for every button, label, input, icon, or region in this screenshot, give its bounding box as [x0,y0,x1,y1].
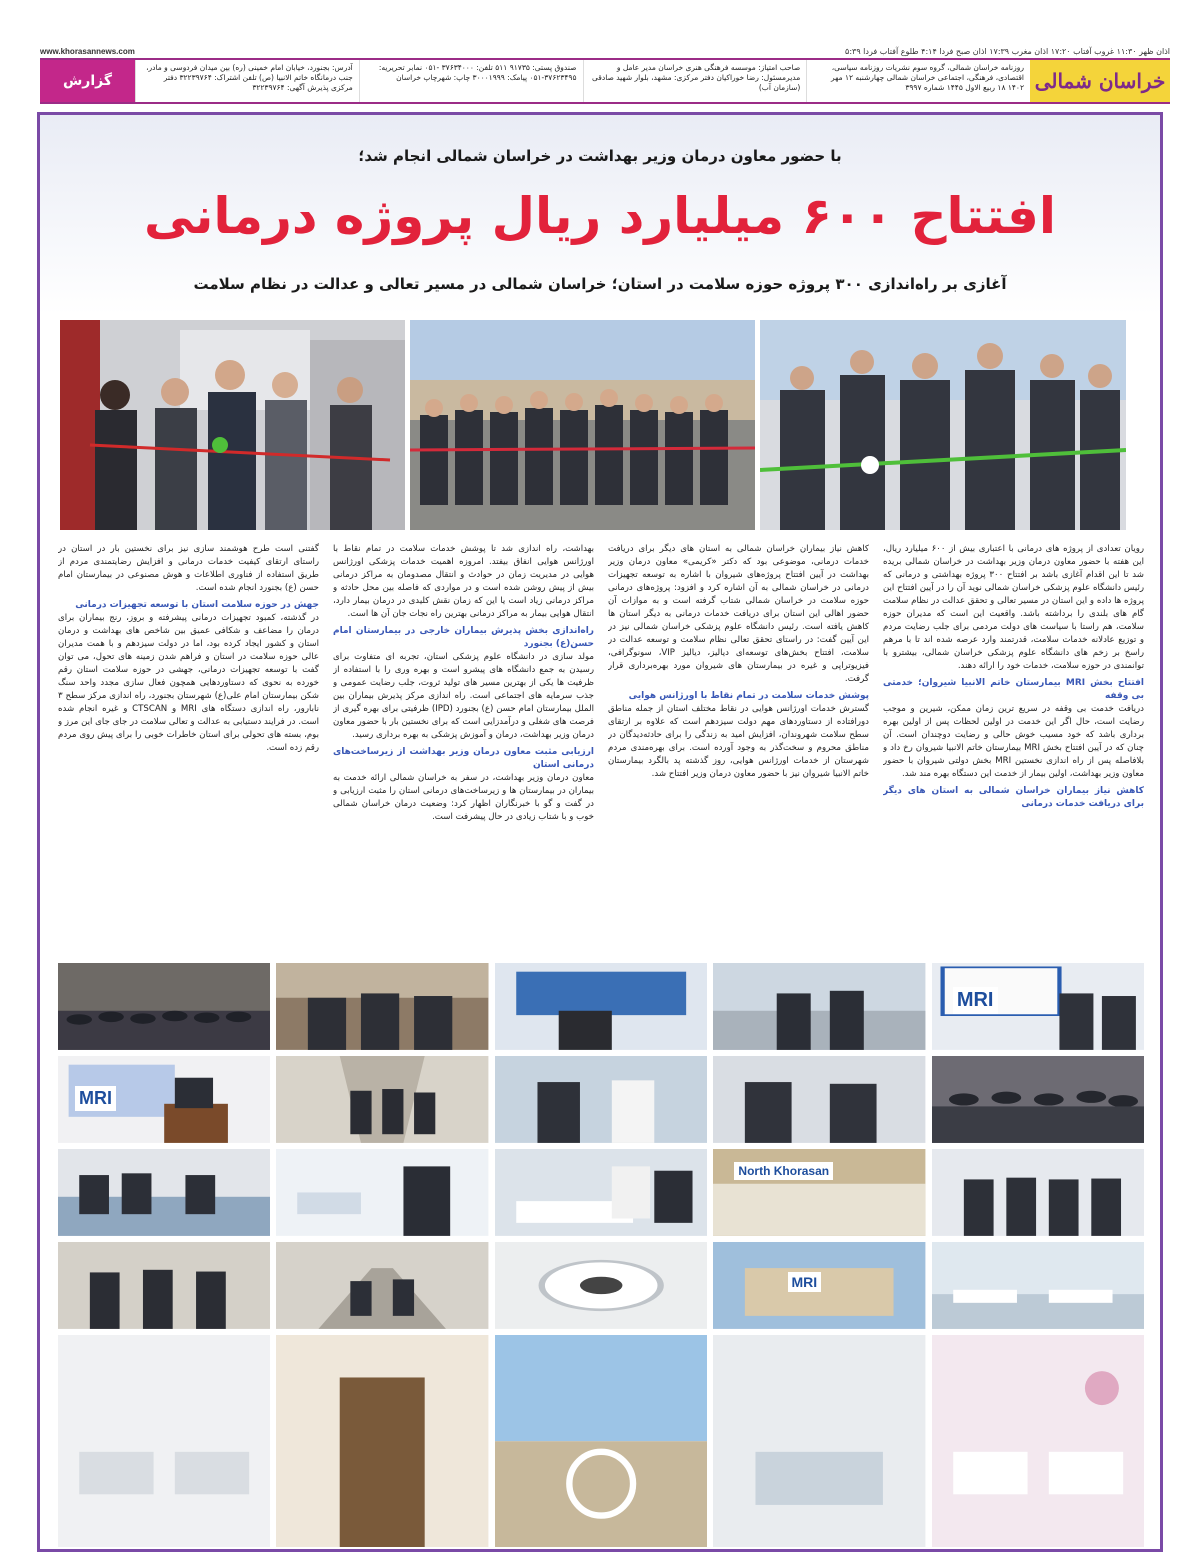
column-1-subheading-2: کاهش نیاز بیماران خراسان شمالی به استان های دیگر برای دریافت خدمات درمانی [883,786,1144,809]
column-2-paragraph-2: گسترش خدمات اورژانس هوایی در نقاط مختلف استان از جمله مناطق دورافتاده از دستاوردهای مهم دولت سیزدهم است که علاوه بر ارتقای سطح سلامت شهروندان، افزایش امید به زندگی را برای حادثه‌دیدگان در مناطق محروم و سخت‌گذر به وجود آورده است. برای بهره‌مندی مردم شهرستان از خدمات اورژانس هوایی، روز گذشته پد بالگرد بیمارستان خاتم الانبیا شیروان نیز با حضور معاون درمان وزیر افتتاح شد. [608,704,869,779]
prayer-times: اذان ظهر ۱۱:۳۰ غروب آفتاب ۱۷:۲۰ اذان مغرب ۱۷:۳۹ اذان صبح فردا ۴:۱۴ طلوع آفتاب فردا ۵:۳۹ [845,46,1170,56]
gallery-photo-helipad [495,1335,707,1547]
mri-sign-text: MRI [953,987,998,1014]
gallery-photo-doorway [276,1335,488,1547]
ribbon-cutting-photo-1 [60,320,405,530]
gallery-photo-dialysis [276,1149,488,1236]
column-4-subheading-1: جهش در حوزه سلامت استان با توسعه تجهیزات درمانی [75,600,319,610]
gallery-photo-doctors [495,1056,707,1143]
top-info-line [40,46,1170,56]
column-3-paragraph-3: معاون درمان وزیر بهداشت، در سفر به خراسان شمالی ارائه خدمت به بیماران در بیمارستان ها و زیرساخت‌های درمانی استان را مثبت ارزیابی و در گفت و گو با خبرنگاران اظهار کرد: وضعیت درمان خراسان شمالی خوب و با شتاب زیادی در حال پیشرفت است. [333,773,594,822]
mri-banner-text: MRI [75,1086,116,1111]
column-1-paragraph-2: دریافت خدمت بی وقفه در سریع ترین زمان ممکن، شیرین و موجب رضایت است، حال اگر این خدمت در اولین لحظات پس از اولین بهره برداری باشد که خود مسیب خوش حالی و رضایت دوچندان است. آن چنان که در آیین افتتاح بخش MRI بیمارستان خاتم الانبیا شیروان رخ داد و بلافاصله پس از راه اندازی نخستین MRI بخش دولتی شیروان با حضور معاون وزیر بهداشت، اولین بیمار از خدمت این دستگاه بهره مند شد. [883,704,1144,779]
gallery-photo-hallway [276,1242,488,1329]
column-4-paragraph-1: گفتنی است طرح هوشمند سازی نیز برای نخستین بار در استان در راستای ارتقای کیفیت خدمات درمانی و افزایش رضایتمندی مردم از طریق استفاده از فناوری اطلاعات و هوش مصنوعی در بیمارستان امام حسن (ع) بجنورد انجام شده است. [58,544,319,593]
ribbon-cutting-photo-3 [760,320,1126,530]
gallery-photo-mri-sign-1 [932,963,1144,1050]
column-1-subheading-1: افتتاح بخش MRI بیمارستان خاتم الانبیا شیروان؛ خدمتی بی وقفه [883,678,1144,701]
article-subtitle: آغازی بر راه‌اندازی ۳۰۰ پروژه حوزه سلامت در استان؛ خراسان شمالی در مسیر تعالی و عدالت در نظام سلامت [193,275,1007,293]
gallery-photo-conference-hall [58,963,270,1050]
article-column-1 [883,543,1144,983]
gallery-photo-ward-visit [713,963,925,1050]
gallery-photo-officials [276,963,488,1050]
gallery-photo-room-interior [713,1335,925,1547]
newspaper-logo[interactable]: خراسان شمالی [1030,60,1170,102]
gallery-photo-group-office [932,1149,1144,1236]
article-column-3 [333,543,594,983]
column-3-paragraph-2: مولد سازی در دانشگاه علوم پزشکی استان، تجربه ای متفاوت برای رسیدن به جمع دانشگاه های پیشرو است و بهره وری را با استفاده از ظرفیت ها یکی از بهترین مسیر های تولید ثروت، جلب رضایت عمومی و جذب سرمایه های اجتماعی است. راه اندازی مرکز پذیرش بیماران بین الملل بیمارستان امام حسن (ع) بجنورد (IPD) ظرفیتی برای بهره گیری از فرصت های شغلی و درآمدزایی است که برای نخستین بار با حضور معاون درمان وزیر بهداشت، درمان و آموزش پزشکی به بهره برداری رسید. [333,652,594,740]
section-label: گزارش [40,60,135,102]
column-3-paragraph-1: بهداشت، راه اندازی شد تا پوشش خدمات سلامت در تمام نقاط با اورژانس هوایی انفاق بیفتد. امروزه اهمیت خدمات پزشکی اورژانس هوایی در مدیریت زمان در حوادث و انتقال مصدومان به مراکز درمانی بیش از پیش روشن شده است و در مواردی که فاصله بین محل حادثه و مراکز درمانی زیاد است یا این که زمان نقش کلیدی در درمان بیمار دارد، انتقال هوایی بیمار به مراکز درمانی بهترین راه نجات جان آن ها است. [333,544,594,619]
ribbon-cutting-photo-2 [410,320,755,530]
gallery-photo-reception [58,1149,270,1236]
gallery-photo-speech [58,1056,270,1143]
article-headline: افتتاح ۶۰۰ میلیارد ریال پروژه درمانی [143,187,1057,245]
masthead-info-address: آدرس: بجنورد، خیابان امام خمینی (ره) بین میدان فردوسی و مادر، جنب درمانگاه خاتم الانبیا (ص) تلفن اشتراک: ۳۲۲۳۹۷۶۴ دفتر مرکزی پذیرش آگهی: ۳۲۲۳۹۷۶۴ [135,60,359,102]
website-url[interactable]: www.khorasannews.com [40,46,135,56]
gallery-photo-scanner [495,1242,707,1329]
gallery-photo-audience [932,1056,1144,1143]
photo-gallery [58,963,1144,1547]
gallery-photo-tour [58,1242,270,1329]
gallery-photo-corridor [276,1056,488,1143]
article-supertitle: با حضور معاون درمان وزیر بهداشت در خراسان شمالی انجام شد؛ [358,147,842,165]
column-3-subheading-2: ارزیابی مثبت معاون درمان وزیر بهداشت از زیرساخت‌های درمانی استان [333,747,594,770]
article-column-2 [608,543,869,983]
column-2-paragraph-1: کاهش نیاز بیماران خراسان شمالی به استان های دیگر برای دریافت خدمات درمانی، موضوعی بود که دکتر «کریمی» معاون درمان وزیر بهداشت در آیین افتتاح پروژه‌های شیروان با اشاره به توسعه تجهیزات درمانی در خراسان شمالی به آن اشاره کرد و افزود: پروژه‌های درمانی حوزه سلامت در خراسان شمالی شتاب گرفته است و به موازات آن حضور اهالی این استان برای دریافت خدمات درمانی به دیگر استان ها کاهش یافته است. رئیس دانشگاه علوم پزشکی خراسان شمالی نیز در این آیین گفت: در راستای تحقق تعالی نظام سلامت و توسعه عدالت در سلامت، افتتاح بخش‌های توسعه‌ای دیالیز، دیالیز VIP، سونوگرافی، فیزیوتراپی و غیره در بیمارستان های شیروان مورد بهره‌برداری قرار گرفت. [608,544,869,684]
gallery-photo-meeting [713,1056,925,1143]
masthead [40,58,1170,104]
gallery-photo-north-khorasan [713,1149,925,1236]
column-4-paragraph-2: در گذشته، کمبود تجهیزات درمانی پیشرفته و بروز، رنج بیماران برای درمان را مضاعف و شکافی عمیق بین شاخص های بهداشت و درمان استان و کشور ایجاد کرده بود، اما در دولت سیزدهم و با همت مدیران عالی حوزه سلامت در استان و فراهم شدن زمینه های تحول، می توان گفت با توسعه تجهیزات درمانی، جهشی در حوزه سلامت استان رقم خورده به نحوی که دستاوردهایی همچون فعال سازی مجدد واحد سنگ شکن بیمارستان امام علی(ع) شهرستان بجنورد، راه اندازی مرکز سطح ۳ نابارور، راه اندازی دستگاه های MRI و CTSCAN و غیره انجام شده است. در فرایند دستیابی به عدالت و تعالی سلامت در جای جای این مرز و بوم، بسته های تحولی برای استان خاطرات خوبی را برای پیش روی مردم رقم زده است. [58,613,319,753]
gallery-photo-mri-building [713,1242,925,1329]
masthead-info-contact: صندوق پستی: ۹۱۷۳۵ ۵۱۱ تلفن: ۳۷۶۳۴۰۰۰ -۰۵۱ نمابر تحریریه: ۳۷۶۲۳۴۹۵-۰۵۱ پیامک: ۳۰۰۰۱۹۹۹ چاپ: شهرچاپ خراسان [359,60,583,102]
mri-building-sign: MRI [788,1272,822,1292]
masthead-info-publisher: صاحب امتیاز: موسسه فرهنگی هنری خراسان مدیر عامل و مدیرمسئول: رضا خوراکیان دفتر مرکزی: مشهد، بلوار شهید صادقی (سازمان آب) [583,60,807,102]
gallery-photo-dialysis-ward [932,1242,1144,1329]
column-1-paragraph-1: رویان تعدادی از پروژه های درمانی با اعتباری بیش از ۶۰۰ میلیارد ریال، این هفته با حضور معاون درمان وزیر بهداشت در خراسان شمالی بریده شد تا این اقدام آغازی باشد بر افتتاح ۳۰۰ پروژه بهداشتی و درمانی که رئیس دانشگاه علوم پزشکی خراسان شمالی نوید آن را در آیین افتتاح این پروژه ها داده و این استان در مسیر تعالی و تحقق عدالت در نظام سلامت گام های بلندی را برداشته باشد. واقعیت این است که مدیران حوزه سلامت، هم راستا با سیاست های دولت مردمی برای جلب رضایت مردم و توزیع عادلانه خدمات سلامت، قدرتمند وارد عرصه شده اند تا با مرهم راسخ بر زخم های دانشگاه علوم پزشکی خراسان شمالی، بیشترو با توانمندی در حوزه سلامت، خدمات خود را ارائه دهند. [883,544,1144,671]
gallery-photo-patient-room [495,1149,707,1236]
masthead-info-issue: روزنامه خراسان شمالی، گروه سوم نشریات روزنامه سیاسی، اقتصادی، فرهنگی، اجتماعی خراسان شمالی چهارشنبه ۱۲ مهر ۱۴۰۲ ۱۸ ربیع الاول ۱۴۴۵ شماره ۳۹۹۷ [806,60,1030,102]
article-column-4 [58,543,319,983]
gallery-photo-nursery [932,1335,1144,1547]
gallery-photo-empty-ward [58,1335,270,1547]
article-body [58,543,1144,983]
north-khorasan-sign: North Khorasan [734,1162,833,1180]
column-2-subheading-1: پوشش خدمات سلامت در تمام نقاط با اورژانس هوایی [628,691,869,701]
article-frame [37,112,1163,1552]
column-3-subheading-1: راه‌اندازی بخش پذیرش بیماران خارجی در بیمارستان امام حسن(ع) بجنورد [333,626,594,649]
gallery-photo-banner [495,963,707,1050]
